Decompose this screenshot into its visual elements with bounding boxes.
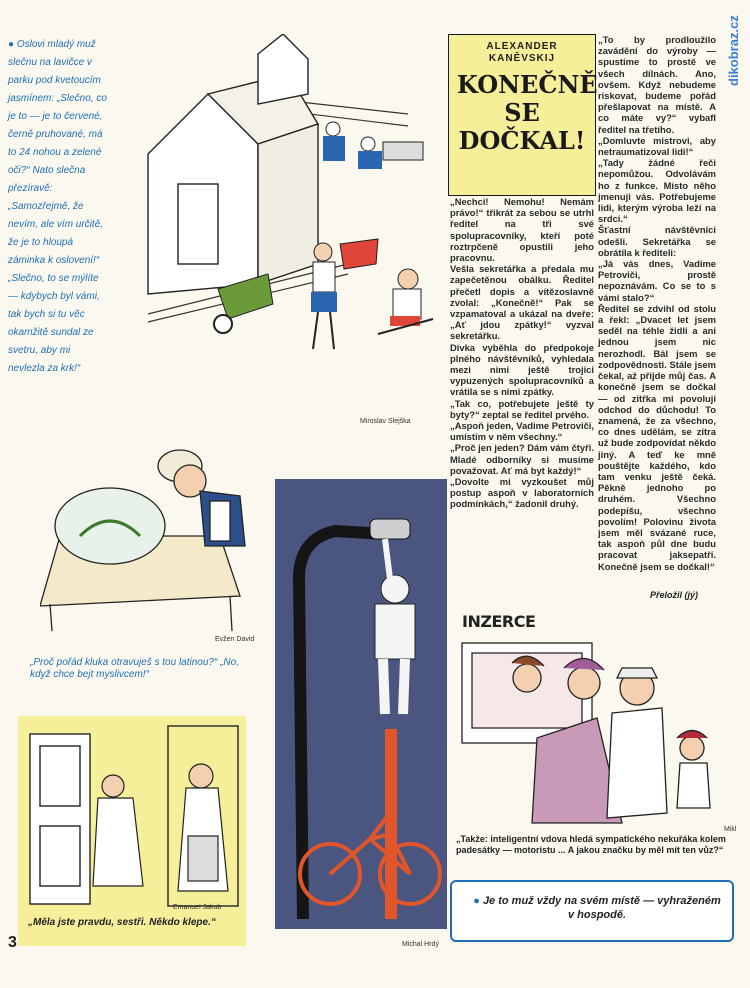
inzerce-sign: INZERCE <box>462 612 536 631</box>
quote-box <box>450 880 734 942</box>
article-translator: Přeložil (jý) <box>650 590 699 600</box>
door-caption: „Měla jste pravdu, sestři. Někdo klepe.“ <box>28 917 216 928</box>
climbing-man <box>375 539 415 714</box>
man-on-bench <box>378 269 433 334</box>
shed <box>148 34 318 294</box>
article-column-2: „To by prodloužilo zavádění do výroby — spustíme to prostě ve všech dílnách. Ano, ovšem. Když nebudeme riskovat, budeme pořád přešlapovat na místě. A co máte vy?“ vybafl ředitel na třetího. „Domluvte mistrovi, aby netraumatizoval lidi!“ „Tady žádné řeči nepomůžou. Odvolávám ho z funkce. Místo něho jmenuji vás. Potřebujeme lidi, kterým výroba leží na srdci.“ Šťastní návštěvníci odešli. Sekretářka se obrátila k řediteli: „Já vás dnes, Vadime Petroviči, prostě nepoznávám. Co se to s vámi stalo?“ Ředitel se zdvihl od stolu a řekl: „Dvacet let jsem seděl na téhle židli a ani jednou jsem nic nerozhodl. Bál jsem se zodpovědnosti. Stále jsem čekal, až přijde můj čas. A konečně jsem se dočkal — od zítřka mi povolují odchod do důchodu! To znamená, že za všechno, co dnes udělám, se zítra už bude zodpovídat někdo jiný. A teď ke mně pouštějte každého, kdo tam venku ještě čeká. Pěkně jednoho po druhém. Všechno podepíšu, všechno povolím! Polovinu života jsem měl svázané ruce, tak aspoň půl dne budu pracovat jaksepatří. Konečně jsem se dočkal!“ <box>598 34 716 572</box>
page-number: 3 <box>8 934 17 951</box>
lamp-credit: Michal Hrdý <box>402 941 439 948</box>
inzerce-credit: Mikl <box>724 826 737 833</box>
door-credit: Emanuel Jakub <box>173 904 222 911</box>
watermark: dikobraz.cz <box>726 15 741 86</box>
park-cartoon <box>108 34 438 414</box>
article-headline: KONEČNĚ SE DOČKAL! <box>457 70 598 155</box>
inzerce-cartoon <box>452 608 722 826</box>
quote-text: ● Je to muž vždy na svém místě — vyhraženém v hospodě. <box>473 895 721 921</box>
lamp-cartoon <box>275 479 447 929</box>
park-credit: Miroslav Slejška <box>360 418 411 425</box>
article-title-box <box>448 34 596 196</box>
door-panel <box>18 716 246 946</box>
door-cartoon <box>18 716 246 916</box>
inzerce-caption: „Takže: inteligentní vdova hledá sympatického nekuřáka kolem padesátky — motoristu ... A jakou značku by měl mít ten vůz?“ <box>456 834 726 855</box>
striped-sweater <box>340 239 378 269</box>
aquarium-credit: Evžen David <box>215 636 255 643</box>
aquarium-cartoon <box>40 436 250 631</box>
bicycle <box>300 809 440 904</box>
park-caption: ● Oslovi mladý muž slečnu na lavičce v parku pod kvetoucím jasmínem: „Slečno, co je to — je to červené, černě pruhované, má to 24 nohou a zelené oči?“ Nato slečna přezíravě: „Samozřejmě, že nevím, ale vím určitě, že je to hloupá záminka k oslovení!“ „Slečno, to se mýlíte — kdybych byl vámi, tak bych si tu věc okamžitě sundal ze svetru, aby mi nevlezla za krk!“ <box>8 39 107 374</box>
article-column-1: „Nechci! Nemohu! Nemám právo!“ třikrát za sebou se utrhl ředitel na tři své spolupracovníky, kteří poté roztrpčeně opustili jeho pracovnu. Vešla sekretářka a předala mu zapečetěnou obálku. Ředitel přečetl dopis a vítězoslavně zvolal: „Konečně!“ Pak se vzpamatoval a ukázal na dveře: „Ať jdou zpátky!“ vyzval sekretářku. Dívka vyběhla do předpokoje plného návštěvníků, vyhledala mezi nimi ještě trojici vypuzených spolupracovníků a vrátila se s nimi zpátky. „Tak co, potřebujete ještě ty byty?“ zeptal se ředitel prvého. „Aspoň jeden, Vadime Petroviči, umístím v něm všechny.“ „Proč jen jeden? Dám vám čtyři. Mladé odborníky si musíme považovat. Ať má byt každý!“ „Dovolte mi vyzkoušet můj postup aspoň v laboratorních podmínkách,“ žadonil druhý. <box>450 196 594 510</box>
article-author: ALEXANDER KANĚVSKIJ <box>486 41 558 64</box>
garden-workers <box>323 122 423 169</box>
aquarium-caption: „Proč pořád kluka otravuješ s tou latinou?“ „No, když chce bejt myslivcem!“ <box>30 657 239 680</box>
lamp-panel <box>275 479 447 929</box>
